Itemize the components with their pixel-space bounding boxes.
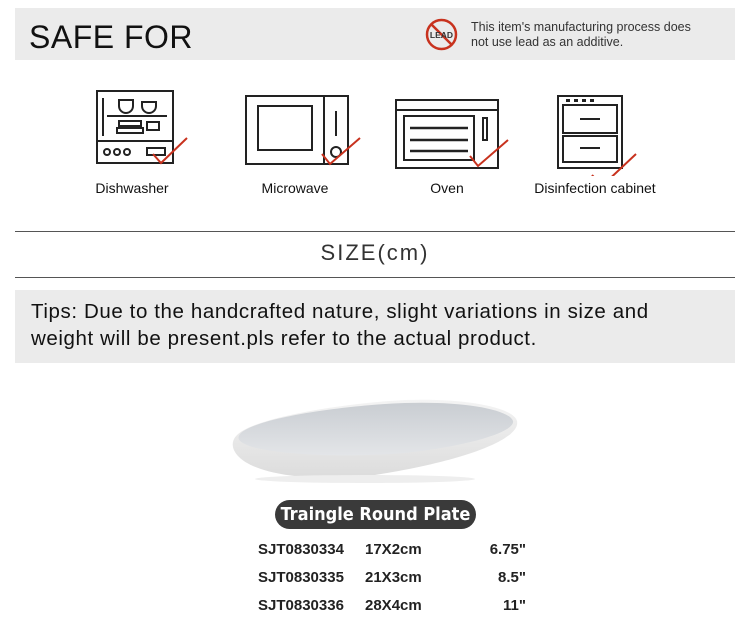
product-name-badge: Traingle Round Plate [275,500,476,529]
spec-code: SJT0830335 [258,569,344,586]
lead-icon-text: LEAD [429,30,454,40]
tips-line-1: Tips: Due to the handcrafted nature, slight variations in size and [31,300,649,323]
oven-icon [362,86,532,176]
lead-free-note [471,20,691,50]
lead-note-line-1: This item's manufacturing process does [471,20,691,34]
no-lead-icon [425,18,458,51]
dishwasher-icon [47,86,217,176]
appliance-label: Microwave [261,180,329,196]
appliance-disinfection-cabinet [510,86,680,206]
spec-inches: 8.5" [498,569,526,586]
appliance-dishwasher [47,86,217,206]
disinfection-cabinet-icon [510,86,680,176]
spec-dimensions: 17X2cm [365,541,422,558]
spec-inches: 6.75" [489,541,526,558]
size-bottom-divider [15,277,735,278]
size-section-title: SIZE(cm) [320,240,430,265]
size-top-divider [15,231,735,232]
spec-row [258,541,538,561]
banner-title: SAFE FOR [29,19,194,55]
spec-row [258,597,538,617]
safe-for-banner [15,8,735,60]
spec-code: SJT0830336 [258,597,344,614]
appliance-label: Dishwasher [95,180,169,196]
spec-inches: 11" [503,597,526,614]
tips-box [15,290,735,363]
appliance-label: Oven [430,180,464,196]
spec-dimensions: 21X3cm [365,569,422,586]
spec-row [258,569,538,589]
tips-text [31,298,731,352]
lead-note-line-2: not use lead as an additive. [471,35,624,49]
appliance-oven [362,86,532,206]
tips-line-2: weight will be present.pls refer to the actual product. [31,327,537,350]
plate-image [225,395,525,485]
spec-dimensions: 28X4cm [365,597,422,614]
appliance-microwave [210,86,380,206]
appliance-label: Disinfection cabinet [534,180,656,196]
spec-code: SJT0830334 [258,541,344,558]
appliance-icons [0,86,750,206]
microwave-icon [210,86,380,176]
